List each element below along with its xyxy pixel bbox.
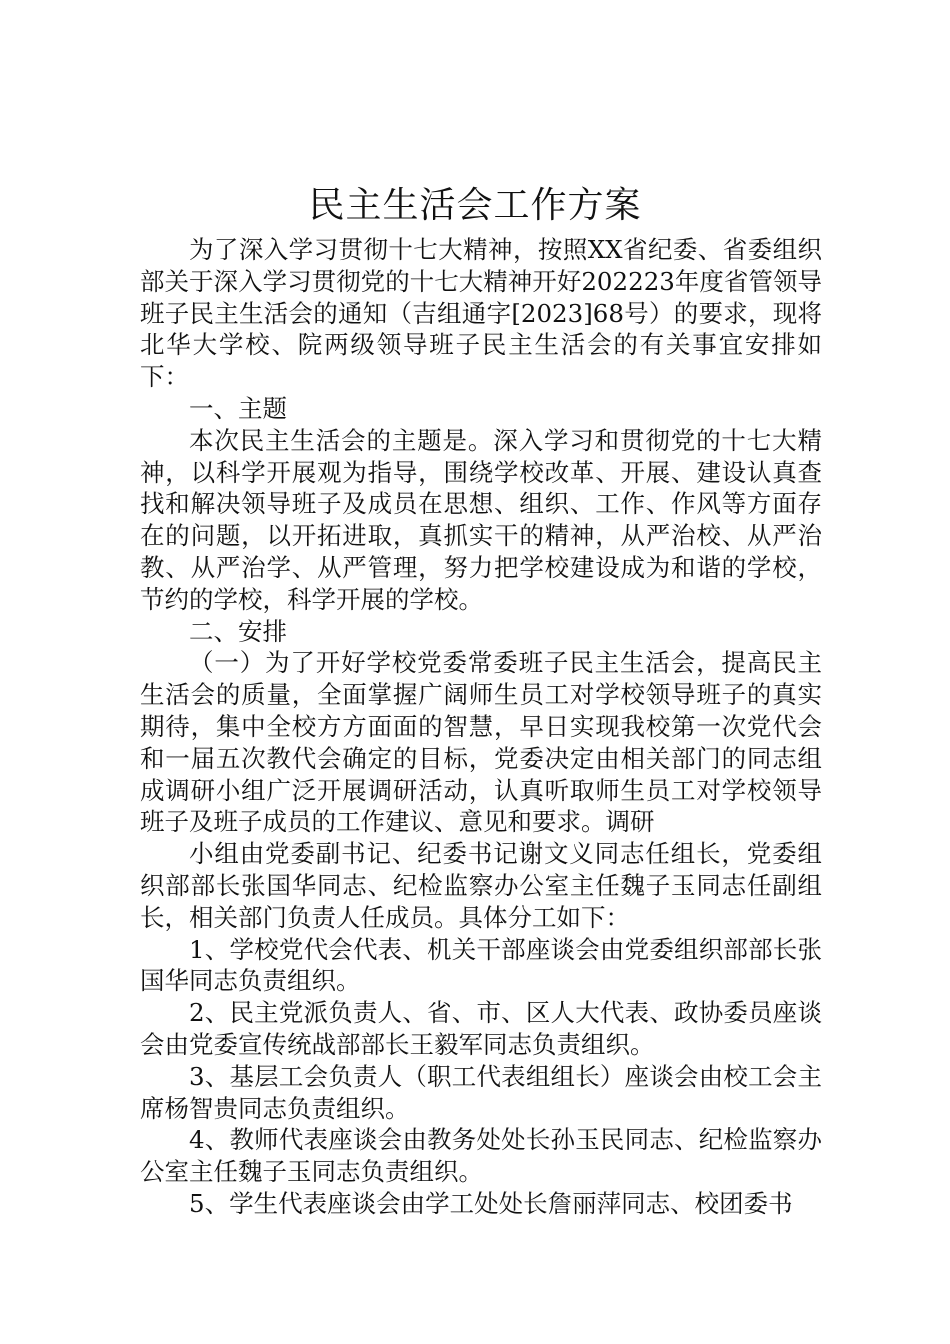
- intro-paragraph: 为了深入学习贯彻十七大精神，按照XX省纪委、省委组织部关于深入学习贯彻党的十七大精神开好202223年度省管领导班子民主生活会的通知（吉组通字[2023]68号）的要求，现将北华大学校、院两级领导班子民主生活会的有关事宜安排如下：: [140, 235, 822, 392]
- arrangement-paragraph: （一）为了开好学校党委常委班子民主生活会，提高民主生活会的质量，全面掌握广阔师生员工对学校领导班子的真实期待，集中全校方方面面的智慧，早日实现我校第一次党代会和一届五次教代会确定的目标，党委决定由相关部门的同志组成调研小组广泛开展调研活动，认真听取师生员工对学校领导班子及班子成员的工作建议、意见和要求。调研: [140, 648, 822, 837]
- section-heading-theme: 一、主题: [189, 393, 287, 423]
- team-paragraph: 小组由党委副书记、纪委书记谢文义同志任组长，党委组织部部长张国华同志、纪检监察办公室主任魏子玉同志任副组长，相关部门负责人任成员。具体分工如下：: [140, 839, 822, 932]
- list-item-4: 4、教师代表座谈会由教务处处长孙玉民同志、纪检监察办公室主任魏子玉同志负责组织。: [140, 1125, 822, 1187]
- document-title: 民主生活会工作方案: [308, 185, 642, 226]
- list-item-1: 1、学校党代会代表、机关干部座谈会由党委组织部部长张国华同志负责组织。: [140, 934, 822, 996]
- theme-paragraph: 本次民主生活会的主题是。深入学习和贯彻党的十七大精神，以科学开展观为指导，围绕学校改革、开展、建设认真查找和解决领导班子及成员在思想、组织、工作、作风等方面存在的问题，以开拓进取，真抓实干的精神，从严治校、从严治教、从严治学、从严管理，努力把学校建设成为和谐的学校，节约的学校，科学开展的学校。: [140, 425, 822, 614]
- section-heading-arrangement: 二、安排: [189, 616, 287, 646]
- list-item-5: 5、学生代表座谈会由学工处处长詹丽萍同志、校团委书: [189, 1188, 793, 1218]
- list-item-3: 3、基层工会负责人（职工代表组组长）座谈会由校工会主席杨智贵同志负责组织。: [140, 1061, 822, 1123]
- list-item-2: 2、民主党派负责人、省、市、区人大代表、政协委员座谈会由党委宣传统战部部长王毅军同志负责组织。: [140, 998, 822, 1059]
- document-body: [140, 234, 822, 1220]
